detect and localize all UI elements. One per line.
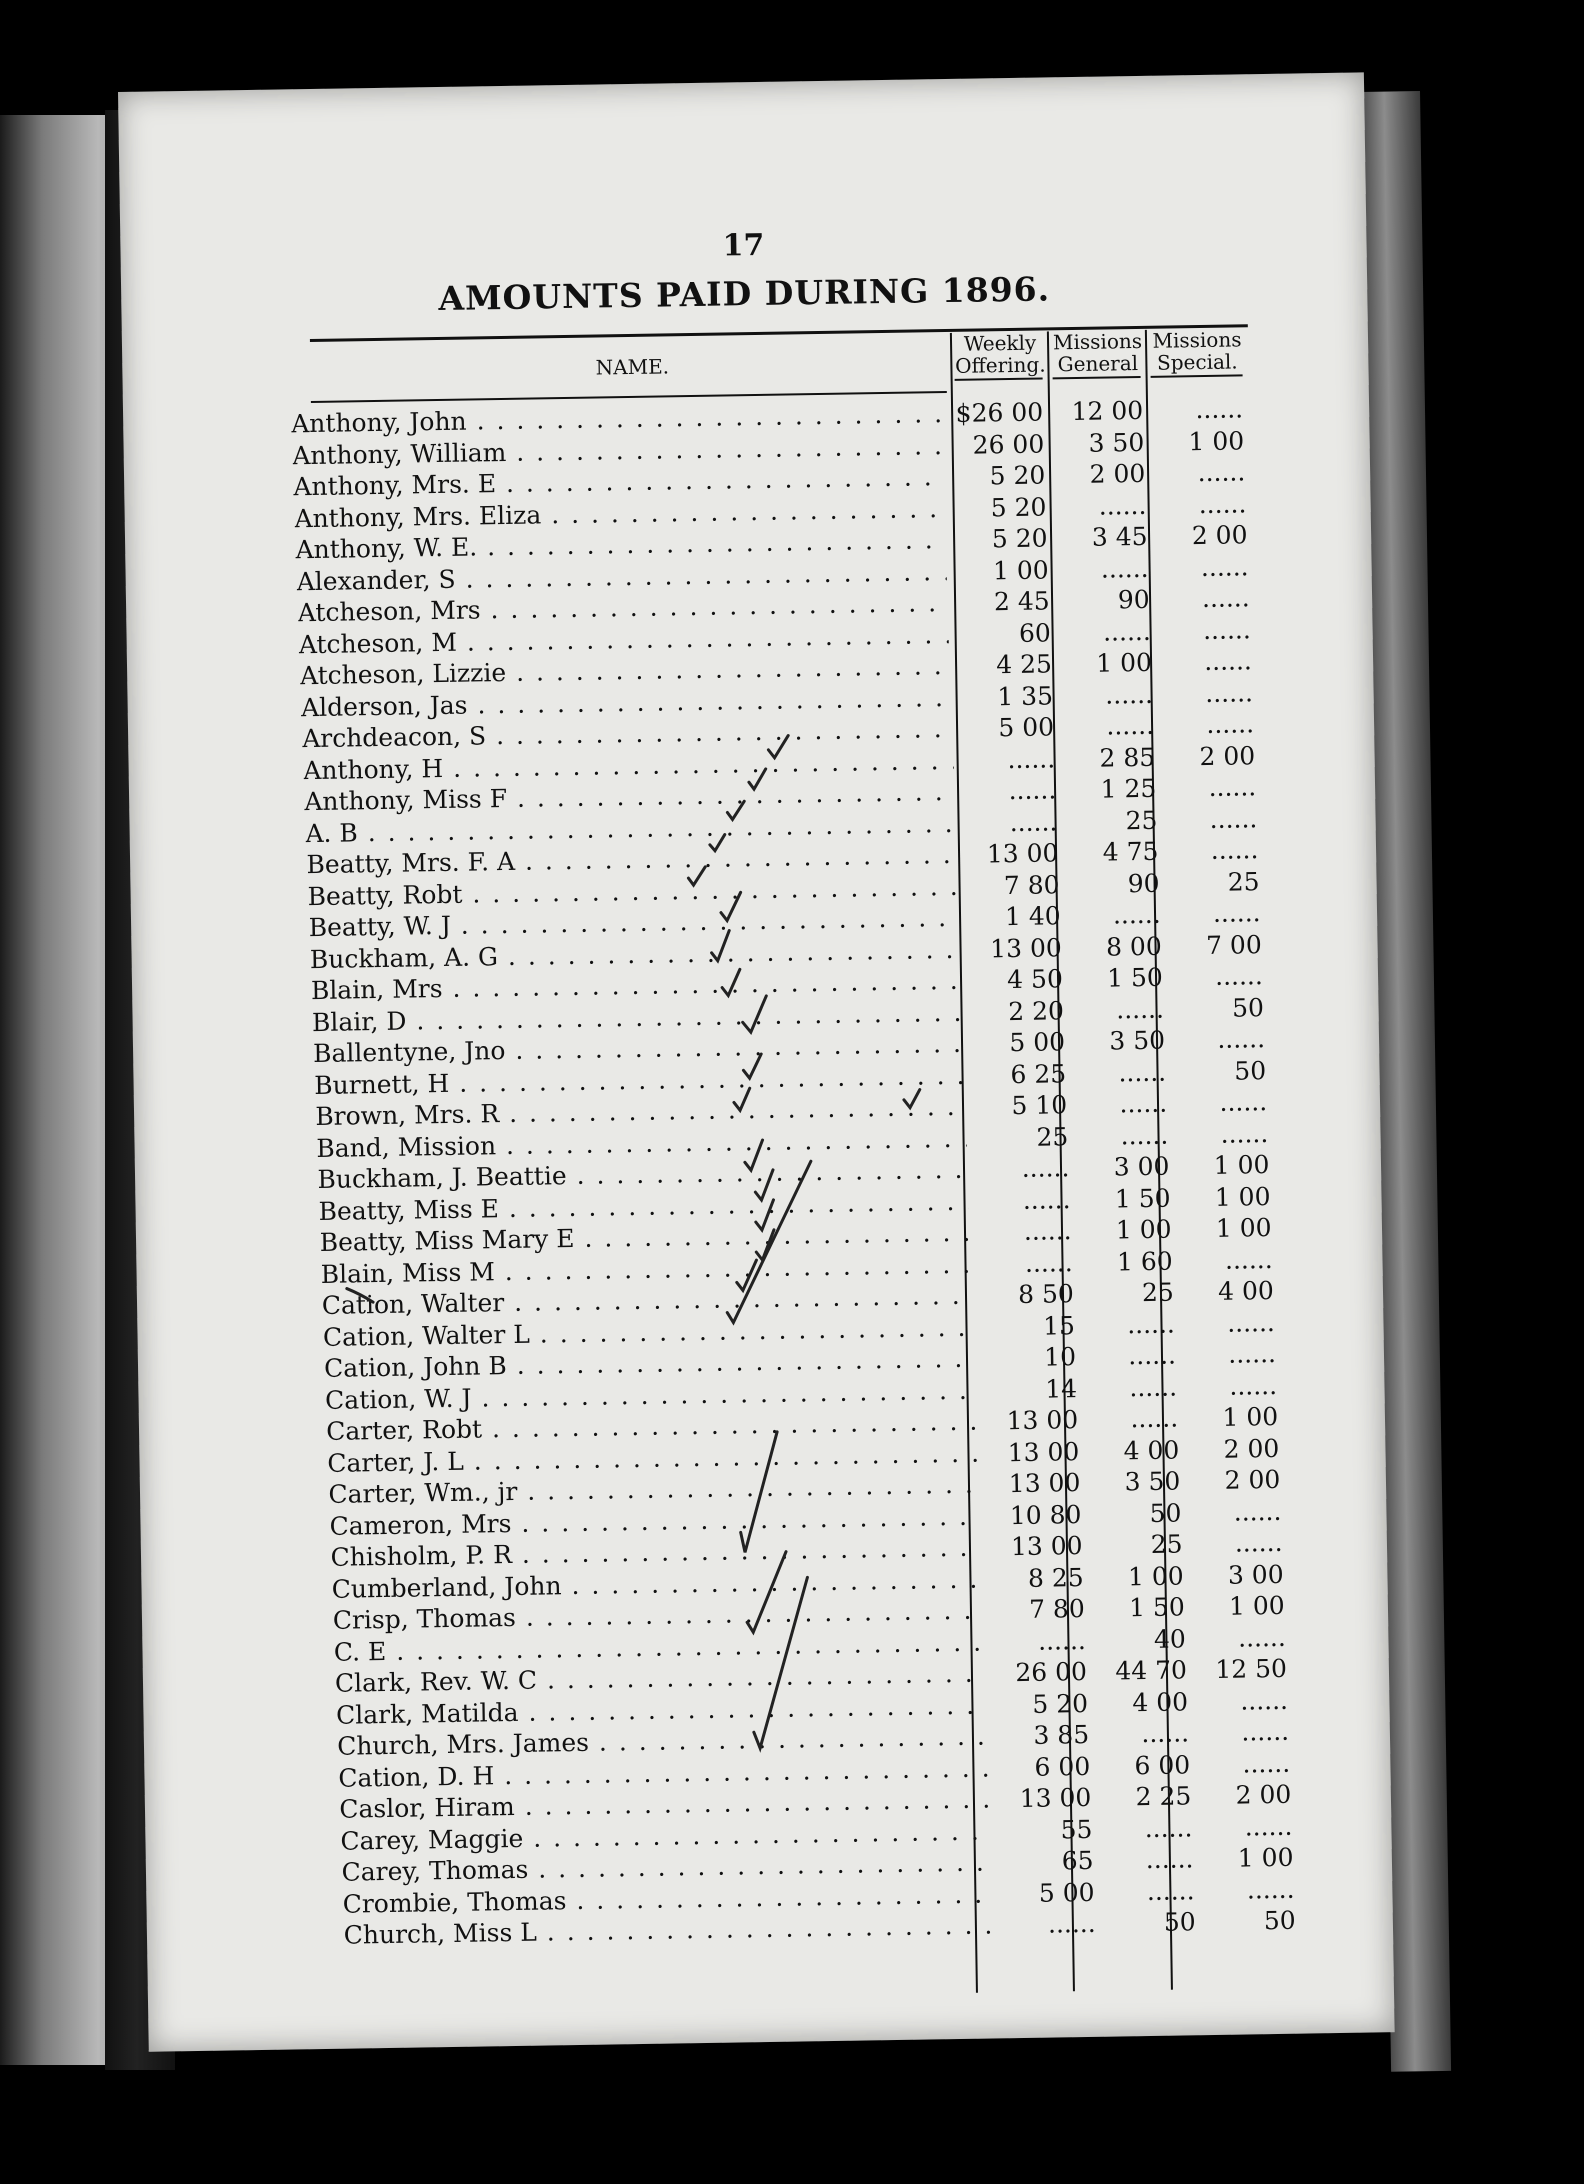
weekly-offering-amount: 1 00 bbox=[992, 554, 1049, 585]
member-name: Anthony, W. E. . . . bbox=[295, 525, 945, 564]
weekly-offering-amount: ...... bbox=[1023, 1216, 1072, 1246]
weekly-column-header: Weekly Offering. bbox=[954, 330, 1046, 378]
member-name: Alderson, Jas . . . bbox=[301, 682, 951, 721]
missions-general-amount: 1 50 bbox=[1114, 1183, 1171, 1213]
missions-special-amount: ...... bbox=[1219, 1087, 1268, 1117]
weekly-offering-amount: 13 00 bbox=[1008, 1468, 1081, 1499]
member-name: Anthony, Mrs. E . . . bbox=[293, 462, 943, 501]
missions-special-amount: 1 00 bbox=[1214, 1181, 1271, 1212]
member-name: Cameron, Mrs . . . bbox=[329, 1501, 979, 1540]
member-name: Crisp, Thomas . . . bbox=[333, 1596, 983, 1635]
missions-general-amount: 90 bbox=[1117, 584, 1150, 615]
missions-general-amount: 6 00 bbox=[1134, 1749, 1191, 1780]
missions-general-amount: 4 75 bbox=[1102, 836, 1159, 867]
member-name: Church, Mrs. James . . . bbox=[337, 1722, 987, 1761]
missions-general-amount: ...... bbox=[1105, 679, 1154, 710]
member-name: Chisholm, P. R . . . bbox=[330, 1533, 980, 1572]
missions-special-amount: 1 00 bbox=[1237, 1842, 1294, 1873]
member-name: Brown, Mrs. R . . . bbox=[315, 1092, 965, 1131]
missions-special-amount: 50 bbox=[1234, 1055, 1267, 1086]
member-name: Crombie, Thomas . . . bbox=[342, 1879, 992, 1918]
missions-general-amount: 1 00 bbox=[1095, 647, 1153, 678]
missions-general-amount: 1 00 bbox=[1115, 1214, 1172, 1245]
missions-special-amount: ...... bbox=[1229, 1370, 1278, 1401]
missions-general-amount: ...... bbox=[1146, 1875, 1195, 1906]
member-name: Beatty, Robt . . . bbox=[307, 871, 957, 910]
member-name: Cation, D. H . . . bbox=[338, 1753, 988, 1792]
missions-general-amount: 3 50 bbox=[1124, 1466, 1181, 1497]
missions-general-amount: 2 25 bbox=[1135, 1781, 1192, 1812]
member-name: Clark, Rev. W. C . . . bbox=[335, 1659, 985, 1698]
missions-general-amount: ...... bbox=[1119, 1088, 1168, 1119]
weekly-offering-amount: ...... bbox=[1024, 1247, 1073, 1278]
missions-general-amount: ...... bbox=[1130, 1403, 1179, 1434]
weekly-offering-amount: 7 80 bbox=[1028, 1594, 1085, 1624]
weekly-offering-amount: 15 bbox=[1042, 1310, 1076, 1341]
member-name: Alexander, S . . . bbox=[296, 557, 946, 596]
general-underline bbox=[1053, 376, 1141, 379]
missions-general-amount: ...... bbox=[1141, 1718, 1190, 1749]
weekly-offering-amount: 5 10 bbox=[1011, 1090, 1068, 1121]
member-name: Blain, Mrs . . . bbox=[311, 966, 961, 1005]
member-name: Archdeacon, S . . . bbox=[302, 714, 952, 753]
weekly-offering-amount: 13 00 bbox=[1007, 1436, 1080, 1467]
missions-general-amount: 3 50 bbox=[1088, 427, 1145, 458]
missions-special-amount: ...... bbox=[1200, 551, 1249, 582]
weekly-offering-amount: 4 25 bbox=[996, 649, 1053, 680]
missions-general-amount: ...... bbox=[1128, 1340, 1177, 1371]
member-name: Atcheson, M . . . bbox=[299, 620, 949, 659]
weekly-offering-amount: 10 80 bbox=[1009, 1499, 1082, 1530]
member-name: Cumberland, John . . . bbox=[331, 1564, 981, 1603]
member-name: Carey, Maggie . . . bbox=[340, 1816, 990, 1855]
missions-general-amount: ...... bbox=[1144, 1812, 1193, 1843]
missions-special-amount: ...... bbox=[1201, 583, 1250, 614]
missions-special-amount: 50 bbox=[1263, 1905, 1296, 1936]
missions-special-amount: ...... bbox=[1206, 709, 1255, 739]
weekly-offering-amount: ...... bbox=[1008, 775, 1057, 806]
missions-special-amount: 1 00 bbox=[1215, 1213, 1272, 1243]
member-name: Cation, Walter . . . bbox=[322, 1281, 972, 1320]
member-name: Carey, Thomas . . . bbox=[341, 1847, 991, 1886]
weekly-offering-amount: 14 bbox=[1045, 1373, 1078, 1404]
missions-special-amount: 2 00 bbox=[1223, 1433, 1280, 1464]
missions-special-amount: ...... bbox=[1208, 772, 1257, 802]
missions-general-amount: 50 bbox=[1163, 1907, 1196, 1937]
missions-special-amount: ...... bbox=[1197, 457, 1246, 488]
missions-special-amount: 1 00 bbox=[1222, 1401, 1279, 1432]
weekly-offering-amount: 13 00 bbox=[1019, 1782, 1092, 1814]
name-column-header: NAME. bbox=[595, 354, 670, 380]
member-name: C. E . . . bbox=[334, 1627, 984, 1666]
weekly-offering-amount: 13 00 bbox=[1006, 1405, 1079, 1436]
weekly-offering-amount: 1 40 bbox=[1004, 901, 1061, 932]
missions-special-amount: ...... bbox=[1205, 677, 1254, 708]
weekly-offering-amount: 6 00 bbox=[1034, 1751, 1091, 1782]
member-name: Ballentyne, Jno . . . bbox=[313, 1029, 963, 1068]
missions-special-amount: ...... bbox=[1242, 1748, 1291, 1779]
missions-general-amount: 90 bbox=[1127, 868, 1160, 898]
missions-general-amount: ...... bbox=[1120, 1120, 1169, 1150]
missions-special-amount: 1 00 bbox=[1188, 425, 1245, 456]
missions-general-amount: ...... bbox=[1129, 1372, 1178, 1402]
weekly-offering-amount: 55 bbox=[1060, 1814, 1093, 1844]
missions-general-amount: 1 60 bbox=[1116, 1246, 1173, 1276]
page-title: AMOUNTS PAID DURING 1896. bbox=[438, 269, 1051, 318]
weekly-offering-amount: 7 80 bbox=[1003, 869, 1060, 900]
weekly-offering-amount: 5 00 bbox=[998, 712, 1055, 743]
missions-general-amount: 3 45 bbox=[1091, 521, 1148, 552]
member-name: Anthony, John . . . bbox=[291, 399, 941, 438]
member-name: Blain, Miss M . . . bbox=[321, 1249, 971, 1288]
missions-special-amount: 50 bbox=[1231, 992, 1265, 1023]
missions-special-amount: ...... bbox=[1240, 1685, 1289, 1716]
weekly-offering-amount: 10 bbox=[1043, 1342, 1077, 1372]
missions-special-amount: 1 00 bbox=[1213, 1150, 1270, 1180]
missions-special-amount: 7 00 bbox=[1205, 929, 1262, 960]
missions-special-amount: ...... bbox=[1224, 1244, 1273, 1275]
member-name: Beatty, Miss E . . . bbox=[318, 1186, 968, 1225]
missions-special-amount: ...... bbox=[1241, 1716, 1290, 1747]
weekly-offering-amount: ...... bbox=[1009, 806, 1058, 837]
missions-general-amount: 4 00 bbox=[1123, 1434, 1180, 1465]
missions-general-amount: 2 85 bbox=[1099, 742, 1156, 773]
missions-general-amount: 3 00 bbox=[1113, 1151, 1170, 1182]
missions-general-amount: 8 00 bbox=[1105, 931, 1162, 962]
member-name: Burnett, H . . . bbox=[314, 1060, 964, 1099]
member-name: Atcheson, Lizzie . . . bbox=[300, 651, 950, 690]
member-name: Anthony, H . . . bbox=[303, 745, 953, 784]
weekly-offering-amount: 13 00 bbox=[986, 838, 1059, 869]
missions-general-amount: 1 25 bbox=[1100, 773, 1157, 804]
missions-special-amount: 3 00 bbox=[1227, 1559, 1284, 1590]
missions-general-amount: ...... bbox=[1112, 899, 1161, 930]
weekly-offering-amount: 13 00 bbox=[1010, 1531, 1083, 1562]
member-name: Anthony, William . . . bbox=[292, 431, 942, 470]
missions-special-amount: 4 00 bbox=[1217, 1275, 1274, 1306]
weekly-offering-amount: 26 00 bbox=[1015, 1656, 1088, 1688]
weekly-offering-amount: 8 50 bbox=[1017, 1279, 1075, 1310]
member-name: Carter, Wm., jr . . . bbox=[328, 1470, 978, 1509]
missions-general-amount: 3 50 bbox=[1109, 1025, 1166, 1056]
missions-special-amount: ...... bbox=[1226, 1307, 1276, 1338]
member-name: Buckham, A. G . . . bbox=[310, 934, 960, 973]
member-name: Carter, Robt . . . bbox=[326, 1407, 976, 1446]
missions-special-amount: ...... bbox=[1195, 394, 1244, 425]
missions-special-amount: ...... bbox=[1202, 614, 1251, 645]
missions-general-amount: ...... bbox=[1100, 553, 1149, 584]
weekly-offering-amount: ...... bbox=[1021, 1153, 1070, 1183]
weekly-offering-amount: 60 bbox=[1018, 617, 1052, 648]
general-column-header: Missions General bbox=[1052, 328, 1143, 377]
weekly-offering-amount: 5 20 bbox=[990, 491, 1047, 522]
missions-special-amount: ...... bbox=[1217, 1024, 1266, 1054]
weekly-offering-amount: 6 25 bbox=[1010, 1058, 1067, 1089]
missions-special-amount: ...... bbox=[1203, 646, 1253, 677]
weekly-offering-amount: 26 00 bbox=[972, 428, 1045, 460]
weekly-offering-amount: 13 00 bbox=[989, 932, 1062, 963]
missions-special-amount: 1 00 bbox=[1228, 1590, 1285, 1621]
weekly-offering-amount: 8 25 bbox=[1027, 1562, 1084, 1593]
missions-general-amount: 25 bbox=[1141, 1277, 1175, 1308]
weekly-underline bbox=[955, 378, 1043, 381]
member-name: Band, Mission . . . bbox=[316, 1123, 966, 1162]
special-column-header: Missions Special. bbox=[1152, 327, 1242, 375]
missions-special-amount: ...... bbox=[1220, 1118, 1269, 1149]
missions-general-amount: ...... bbox=[1145, 1844, 1194, 1875]
weekly-offering-amount: 5 00 bbox=[1038, 1877, 1095, 1908]
ledger-rows bbox=[291, 393, 1375, 1953]
missions-general-amount: ...... bbox=[1118, 1057, 1167, 1087]
missions-special-amount: 25 bbox=[1227, 866, 1260, 897]
weekly-offering-amount: 5 00 bbox=[1009, 1027, 1066, 1058]
member-name: Cation, John B . . . bbox=[324, 1344, 974, 1383]
weekly-offering-amount: ...... bbox=[1037, 1625, 1087, 1656]
member-name: Cation, Walter L . . . bbox=[323, 1312, 973, 1351]
member-name: Beatty, Mrs. F. A . . . bbox=[306, 840, 956, 879]
member-name: Clark, Matilda . . . bbox=[336, 1690, 986, 1729]
missions-special-amount: ...... bbox=[1210, 835, 1259, 865]
missions-general-amount: 25 bbox=[1150, 1529, 1183, 1559]
missions-special-amount: 2 00 bbox=[1199, 740, 1256, 771]
member-name: Caslor, Hiram . . . bbox=[339, 1785, 989, 1824]
member-name: Atcheson, Mrs . . . bbox=[298, 588, 948, 627]
missions-general-amount: 4 00 bbox=[1132, 1686, 1189, 1717]
missions-general-amount: 2 00 bbox=[1089, 458, 1146, 489]
member-name: Church, Miss L . . . bbox=[344, 1910, 994, 1949]
missions-special-amount: ...... bbox=[1228, 1338, 1277, 1369]
weekly-offering-amount: ...... bbox=[1022, 1184, 1071, 1215]
missions-general-amount: ...... bbox=[1116, 994, 1165, 1024]
missions-special-amount: ...... bbox=[1237, 1622, 1287, 1653]
weekly-offering-amount: 5 20 bbox=[1032, 1688, 1089, 1719]
missions-special-amount: ...... bbox=[1214, 961, 1264, 991]
page-number: 17 bbox=[722, 227, 765, 264]
missions-special-amount: ...... bbox=[1212, 898, 1261, 928]
missions-general-amount: ...... bbox=[1126, 1309, 1176, 1339]
weekly-offering-amount: 25 bbox=[1036, 1121, 1069, 1152]
member-name: A. B . . . bbox=[305, 808, 955, 847]
weekly-offering-amount: 4 50 bbox=[1006, 964, 1064, 995]
missions-special-amount: ...... bbox=[1234, 1527, 1283, 1558]
member-name: Buckham, J. Beattie . . . bbox=[317, 1155, 967, 1194]
missions-special-amount: 2 00 bbox=[1235, 1779, 1292, 1810]
weekly-offering-amount: ...... bbox=[1007, 743, 1056, 774]
missions-general-amount: 40 bbox=[1153, 1623, 1187, 1654]
weekly-offering-amount: 1 35 bbox=[997, 680, 1054, 711]
weekly-offering-amount: ...... bbox=[1047, 1908, 1096, 1939]
ledger-page bbox=[118, 72, 1395, 2051]
weekly-offering-amount: 5 20 bbox=[991, 523, 1048, 554]
missions-general-amount: ...... bbox=[1102, 616, 1152, 647]
missions-general-amount: ...... bbox=[1098, 490, 1147, 521]
missions-general-amount: 50 bbox=[1149, 1497, 1182, 1528]
missions-general-amount: 12 00 bbox=[1071, 395, 1144, 427]
member-name: Anthony, Miss F . . . bbox=[304, 777, 954, 816]
weekly-offering-amount: 2 20 bbox=[1008, 995, 1065, 1026]
missions-general-amount: 44 70 bbox=[1115, 1655, 1188, 1686]
weekly-offering-amount: 2 45 bbox=[993, 586, 1050, 617]
missions-special-amount: 2 00 bbox=[1224, 1464, 1281, 1495]
missions-special-amount: ...... bbox=[1209, 803, 1258, 834]
missions-special-amount: 12 50 bbox=[1215, 1653, 1288, 1684]
member-name: Blair, D . . . bbox=[312, 997, 962, 1036]
member-name: Anthony, Mrs. Eliza . . . bbox=[294, 494, 944, 533]
missions-special-amount: ...... bbox=[1233, 1496, 1282, 1527]
missions-general-amount: 25 bbox=[1125, 805, 1158, 835]
missions-general-amount: 1 00 bbox=[1127, 1560, 1184, 1591]
weekly-offering-amount: 5 20 bbox=[989, 460, 1046, 491]
member-name: Beatty, Miss Mary E . . . bbox=[319, 1218, 969, 1257]
member-name: Cation, W. J . . . bbox=[325, 1375, 975, 1414]
missions-special-amount: ...... bbox=[1198, 488, 1247, 519]
member-name: Beatty, W. J . . . bbox=[309, 903, 959, 942]
missions-special-amount: ...... bbox=[1246, 1874, 1295, 1904]
missions-general-amount: 1 50 bbox=[1128, 1592, 1185, 1623]
special-underline bbox=[1151, 374, 1243, 377]
missions-general-amount: 1 50 bbox=[1106, 962, 1164, 993]
weekly-offering-amount: $26 00 bbox=[955, 397, 1044, 428]
weekly-offering-amount: 3 85 bbox=[1033, 1719, 1090, 1750]
missions-special-amount: ...... bbox=[1244, 1811, 1293, 1842]
missions-general-amount: ...... bbox=[1106, 710, 1155, 741]
weekly-offering-amount: 65 bbox=[1061, 1845, 1094, 1876]
member-name: Carter, J. L . . . bbox=[327, 1438, 977, 1477]
missions-special-amount: 2 00 bbox=[1191, 520, 1248, 551]
